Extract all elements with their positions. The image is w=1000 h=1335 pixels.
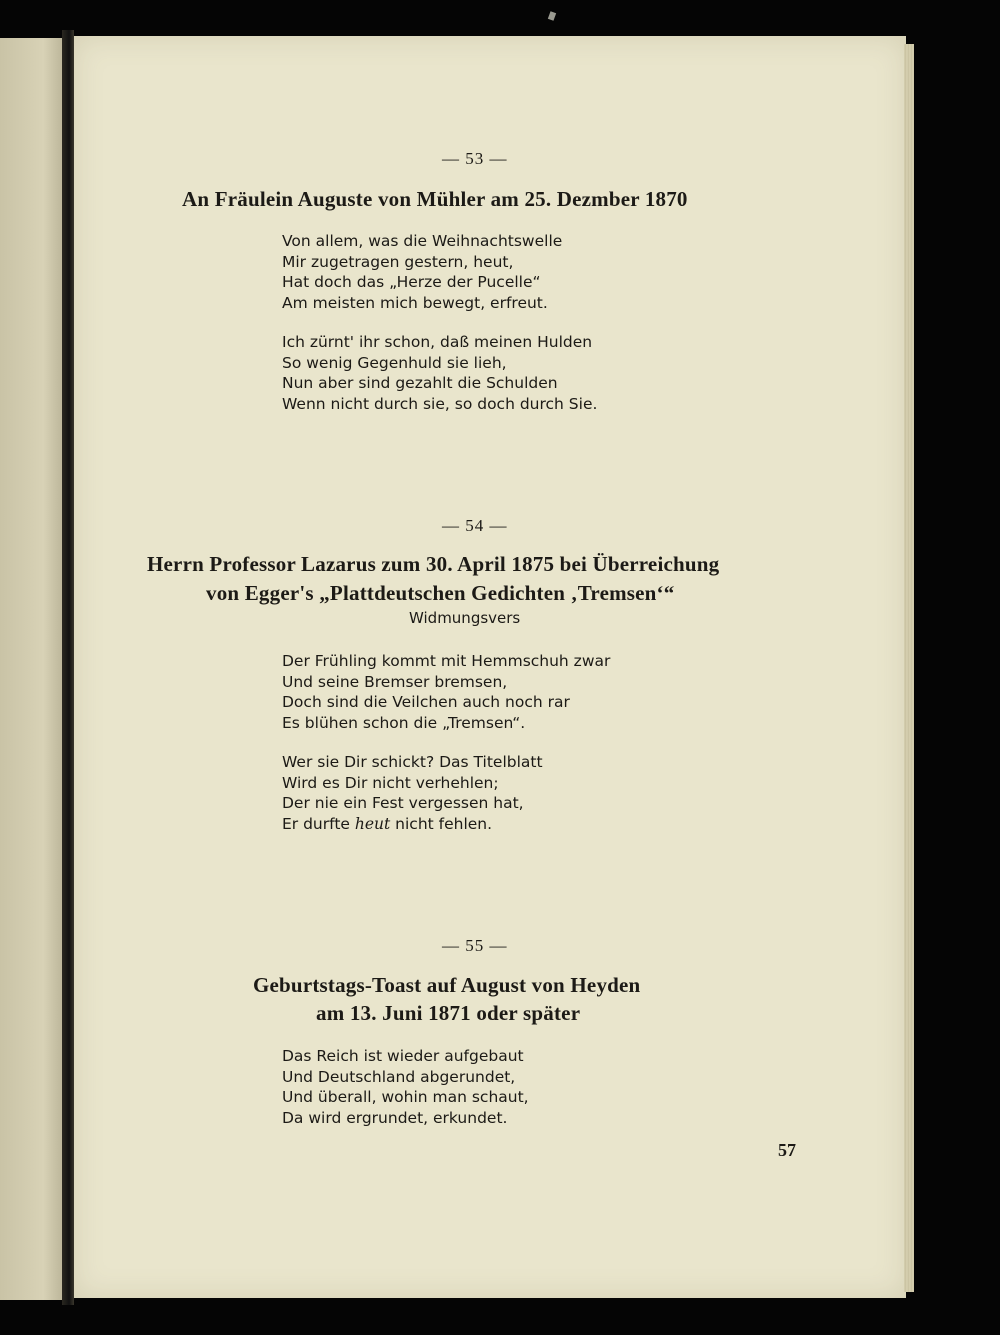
- verse-line: Mir zugetragen gestern, heut,: [282, 252, 514, 271]
- emphasized-word: heut: [354, 814, 391, 833]
- verse-line: Von allem, was die Weihnachtswelle: [282, 232, 563, 250]
- stanza-54-1: [282, 651, 610, 733]
- verse-line: Wenn nicht durch sie, so doch durch Sie.: [282, 394, 598, 413]
- poem-title-54-line2: von Egger's „Plattdeutschen Gedichten ‚Tremsen‘“: [206, 581, 675, 605]
- verse-line: Doch sind die Veilchen auch noch rar: [282, 693, 570, 711]
- poem-title-53: An Fräulein Auguste von Mühler am 25. Dezmber 1870: [182, 187, 688, 211]
- verse-line: Der nie ein Fest vergessen hat,: [282, 794, 524, 812]
- verse-line: Und seine Bremser bremsen,: [282, 672, 508, 691]
- top-mark: [548, 11, 556, 21]
- poem-subtitle-54: Widmungsvers: [409, 609, 521, 627]
- left-page-edge: [0, 38, 62, 1300]
- poem-number-53: — 53 —: [442, 149, 508, 168]
- poem-number-55: — 55 —: [442, 936, 508, 955]
- verse-line: Der Frühling kommt mit Hemmschuh zwar: [282, 652, 611, 670]
- verse-line: Und überall, wohin man schaut,: [282, 1088, 529, 1106]
- book-gutter: [62, 30, 74, 1305]
- verse-line: Und Deutschland abgerundet,: [282, 1067, 516, 1086]
- verse-line: Hat doch das „Herze der Pucelle“: [282, 273, 541, 291]
- stanza-53-2: [282, 332, 597, 414]
- stanza-53-1: [282, 231, 562, 313]
- stanza-54-2: [282, 752, 543, 834]
- verse-line: Wer sie Dir schickt? Das Titelblatt: [282, 753, 543, 771]
- verse-line-emphasis: [282, 814, 543, 835]
- verse-line: Da wird ergrundet, erkundet.: [282, 1108, 508, 1127]
- verse-line: Es blühen schon die „Tremsen“.: [282, 713, 526, 732]
- verse-line: Nun aber sind gezahlt die Schulden: [282, 374, 558, 392]
- verse-line: Ich zürnt' ihr schon, daß meinen Hulden: [282, 333, 593, 351]
- verse-line: Wird es Dir nicht verhehlen;: [282, 773, 499, 792]
- verse-line: Am meisten mich bewegt, erfreut.: [282, 293, 548, 312]
- stanza-55-1: [282, 1046, 529, 1128]
- page-number: 57: [778, 1140, 796, 1160]
- page-stack-edge: [904, 44, 914, 1292]
- verse-text: Er durfte: [282, 814, 355, 833]
- poem-title-55-line1: Geburtstags-Toast auf August von Heyden: [253, 973, 641, 997]
- verse-line: So wenig Gegenhuld sie lieh,: [282, 353, 507, 372]
- poem-title-54-line1: Herrn Professor Lazarus zum 30. April 1875 bei Überreichung: [147, 552, 720, 576]
- verse-text: nicht fehlen.: [390, 814, 493, 833]
- poem-title-55-line2: am 13. Juni 1871 oder später: [316, 1001, 581, 1025]
- poem-number-54: — 54 —: [442, 516, 508, 535]
- verse-line: Das Reich ist wieder aufgebaut: [282, 1047, 524, 1065]
